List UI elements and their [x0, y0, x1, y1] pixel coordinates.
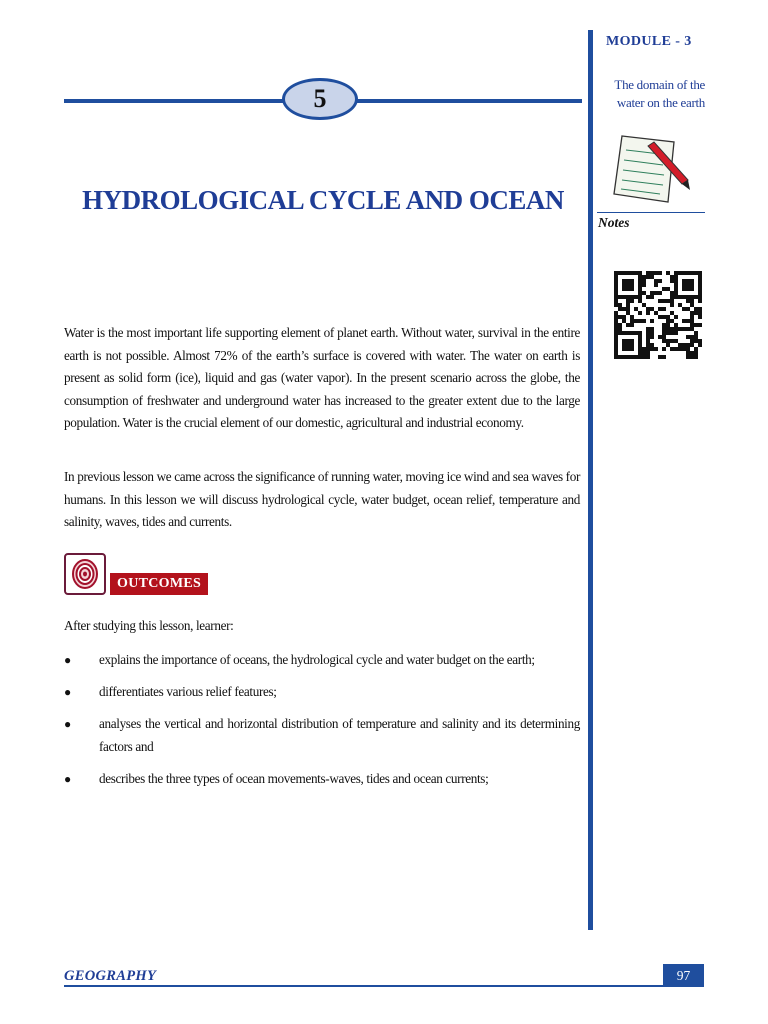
outcomes-intro: After studying this lesson, learner:	[64, 618, 234, 633]
list-item-text: explains the importance of oceans, the hydrological cycle and water budget on the earth;	[99, 652, 535, 667]
list-item	[64, 768, 580, 791]
list-item	[64, 713, 580, 758]
list-item	[64, 681, 580, 704]
bullet-icon: ●	[64, 717, 71, 732]
outcomes-list	[64, 649, 580, 800]
intro-paragraph-1: Water is the most important life supporting element of planet earth. Without water, survival in the entire earth is not possible. Almost 72% of the earth’s surface is covered with water. The water on earth is present as solid form (ice), liquid and gas (water vapor). In the present scenario across the globe, the consumption of freshwater and underground water has increased to the greater extent due to the large population. Water is the crucial element of our domestic, agricultural and industrial economy.	[64, 325, 580, 431]
page-number: 97	[663, 964, 704, 987]
sidebar-rule	[588, 30, 593, 930]
bullet-icon: ●	[64, 685, 71, 700]
list-item-text: analyses the vertical and horizontal distribution of temperature and salinity and its determining factors and	[99, 716, 580, 754]
list-item	[64, 649, 580, 672]
chapter-number-badge: 5	[282, 78, 358, 120]
bullet-icon: ●	[64, 653, 71, 667]
chapter-title: HYDROLOGICAL CYCLE AND OCEAN	[82, 185, 564, 215]
footer-subject: GEOGRAPHY	[64, 968, 157, 984]
notes-rule	[597, 212, 705, 213]
footer-rule	[64, 985, 704, 987]
bullet-icon: ●	[64, 772, 71, 787]
module-label: MODULE - 3	[606, 34, 692, 49]
target-icon	[64, 553, 106, 595]
qr-code-icon	[614, 271, 702, 364]
list-item-text: describes the three types of ocean movements-waves, tides and ocean currents;	[99, 771, 489, 787]
list-item-text: differentiates various relief features;	[99, 684, 277, 700]
intro-paragraph-2: In previous lesson we came across the significance of running water, moving ice wind and sea waves for humans. In this lesson we will discuss hydrological cycle, water budget, ocean relief, temperature and salinity, waves, tides and currents.	[64, 469, 581, 530]
notes-label: Notes	[598, 215, 630, 230]
outcomes-heading: OUTCOMES	[110, 573, 208, 595]
notepad-pencil-icon	[608, 128, 692, 213]
module-caption: The domain of the water on the earth	[614, 77, 705, 110]
